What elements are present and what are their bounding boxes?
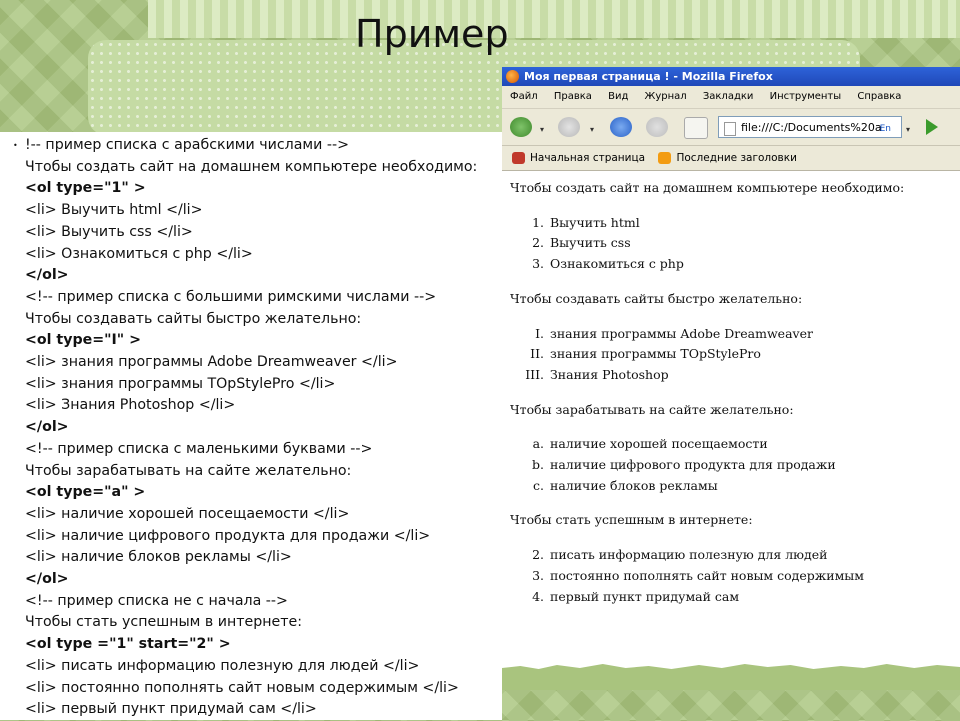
- code-line: <li> наличие хорошей посещаемости </li>: [25, 505, 350, 522]
- section-heading: Чтобы зарабатывать на сайте желательно:: [510, 401, 794, 417]
- code-line: • !-- пример списка с арабскими числами -->: [13, 135, 503, 157]
- code-line: <ol type="I" >: [25, 332, 142, 349]
- stop-icon[interactable]: [646, 117, 668, 137]
- code-line: <ol type ="1" start="2" >: [25, 636, 231, 653]
- menu-tools[interactable]: Инструменты: [769, 91, 842, 102]
- page-icon: [724, 122, 736, 136]
- code-line: <li> знания программы Adobe Dreamweaver </li>: [25, 354, 398, 371]
- menu-view[interactable]: Вид: [608, 91, 629, 102]
- code-line: <!-- пример списка с большими римскими числами -->: [25, 288, 437, 305]
- list-item: 3. Ознакомиться с php: [532, 256, 684, 272]
- code-listing: [13, 135, 503, 721]
- section-heading: Чтобы создавать сайты быстро желательно:: [510, 290, 803, 306]
- code-line: <li> Знания Photoshop </li>: [25, 397, 236, 414]
- bookmark-latest-headlines[interactable]: Последние заголовки: [656, 146, 796, 170]
- list-item: 2. писать информацию полезную для людей: [532, 547, 828, 563]
- code-line: <li> наличие блоков рекламы </li>: [25, 549, 292, 566]
- code-line: Чтобы создать сайт на домашнем компьютере необходимо:: [25, 158, 478, 175]
- code-line: <li> Ознакомиться с php </li>: [25, 245, 253, 262]
- menu-file[interactable]: Файл: [510, 91, 538, 102]
- window-titlebar: [502, 67, 960, 86]
- list-item: 1. Выучить html: [532, 214, 640, 230]
- reload-icon[interactable]: [610, 117, 632, 137]
- navigation-toolbar: [502, 109, 960, 146]
- menu-edit[interactable]: Правка: [553, 91, 592, 102]
- code-line: Чтобы зарабатывать на сайте желательно:: [25, 462, 352, 479]
- menu-bar: [502, 86, 960, 109]
- section-heading: Чтобы создать сайт на домашнем компьютере необходимо:: [510, 180, 905, 195]
- menu-bookmarks[interactable]: Закладки: [702, 91, 754, 102]
- forward-arrow-icon[interactable]: [558, 117, 580, 137]
- back-arrow-icon[interactable]: [510, 117, 532, 137]
- code-line: Чтобы стать успешным в интернете:: [25, 614, 303, 631]
- rss-feed-icon: [658, 152, 671, 164]
- code-line: </ol>: [25, 267, 69, 284]
- code-line: <ol type="1" >: [25, 180, 146, 197]
- home-icon[interactable]: [684, 117, 708, 139]
- code-line: <li> первый пункт придумай сам </li>: [25, 701, 317, 718]
- page-content: [502, 171, 960, 607]
- firefox-window: [502, 67, 960, 687]
- list-item: 3. постоянно пополнять сайт новым содержимым: [532, 567, 864, 583]
- code-line: <!-- пример списка не с начала -->: [25, 592, 288, 609]
- ordered-list-roman: [510, 324, 960, 386]
- bookmark-icon: [512, 152, 525, 164]
- back-dropdown-icon[interactable]: ▾: [540, 125, 545, 134]
- list-item: II. знания программы TOpStylePro: [530, 346, 761, 362]
- code-line: <!-- пример списка с маленькими буквами -->: [25, 440, 373, 457]
- code-line: <li> писать информацию полезную для людей </li>: [25, 657, 420, 674]
- bullet-icon: •: [13, 141, 18, 150]
- menu-history[interactable]: Журнал: [644, 91, 687, 102]
- ordered-list-start-2: [510, 545, 960, 607]
- section-heading: Чтобы стать успешным в интернете:: [510, 512, 753, 528]
- code-line: <li> постоянно пополнять сайт новым содержимым </li>: [25, 679, 459, 696]
- code-line: <li> Выучить css </li>: [25, 223, 193, 240]
- go-arrow-icon[interactable]: [926, 119, 938, 135]
- code-line: <li> наличие цифрового продукта для продажи </li>: [25, 527, 431, 544]
- list-item: a. наличие хорошей посещаемости: [532, 436, 768, 452]
- firefox-logo-icon: [506, 70, 519, 83]
- code-line: Чтобы создавать сайты быстро желательно:: [25, 310, 362, 327]
- address-dropdown-icon[interactable]: ▾: [906, 125, 911, 134]
- list-item: c. наличие блоков рекламы: [533, 477, 718, 493]
- list-item: 4. первый пункт придумай сам: [532, 588, 740, 604]
- code-line: <ol type="a" >: [25, 484, 146, 501]
- address-text: file:///C:/Documents%20a: [741, 121, 882, 134]
- window-title: Моя первая страница ! - Mozilla Firefox: [524, 70, 773, 83]
- menu-help[interactable]: Справка: [857, 91, 902, 102]
- bookmarks-toolbar: [502, 146, 960, 171]
- language-badge: En: [879, 124, 891, 134]
- decorative-stripes: [148, 0, 960, 38]
- list-item: 2. Выучить css: [532, 235, 631, 251]
- code-line: </ol>: [25, 419, 69, 436]
- code-line: <li> Выучить html </li>: [25, 202, 203, 219]
- list-item: III. Знания Photoshop: [525, 366, 669, 382]
- code-line: <li> знания программы TOpStylePro </li>: [25, 375, 336, 392]
- forward-dropdown-icon[interactable]: ▾: [590, 125, 595, 134]
- list-item: b. наличие цифрового продукта для продажи: [532, 457, 836, 473]
- list-item: I. знания программы Adobe Dreamweaver: [535, 325, 813, 341]
- bookmark-start-page[interactable]: Начальная страница: [510, 146, 645, 170]
- code-line: </ol>: [25, 571, 69, 588]
- address-bar[interactable]: [718, 116, 902, 138]
- ordered-list-letters: [510, 434, 960, 496]
- slide-title: Пример: [355, 12, 509, 56]
- ordered-list-arabic: [510, 213, 960, 275]
